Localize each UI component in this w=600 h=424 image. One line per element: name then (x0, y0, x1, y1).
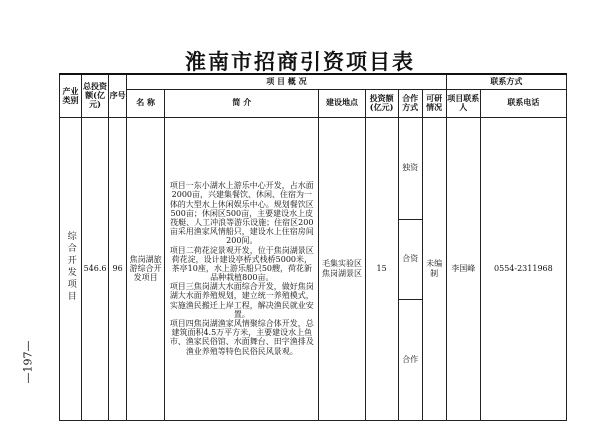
cell-location: 毛集实验区焦岗湖景区 (319, 117, 365, 420)
cell-feasibility: 未编制 (422, 117, 446, 420)
cell-contact-person: 李国峰 (446, 117, 480, 420)
cell-cooperation-partner: 合作 (398, 299, 422, 420)
cell-seq: 96 (109, 117, 127, 420)
cell-project-name: 焦岗湖旅游综合开发项目 (127, 117, 165, 420)
page-number: —197— (21, 340, 35, 384)
cell-industry: 综合开发项目 (60, 117, 82, 420)
header-industry: 产业类别 (60, 74, 82, 117)
intro-paragraph: 项目一东小湖水上游乐中心开发，占水面2000亩，兴建集餐饮、休闲、住宿为一体的大型水上休闲娱乐中心。规划餐饮区500亩；休闲区500亩，主要建设水上皮筏艇、人工冲浪等游乐设施；住宿区200亩采用渔家风情船只，建设水上住宿房间200间。 (169, 181, 314, 246)
intro-paragraph: 项目三焦岗湖大水面综合开发，做好焦岗湖大水面养殖规划，建立统一养殖模式，实施渔民搬迁上岸工程，解决渔民就业安置。 (169, 282, 314, 319)
header-name: 名 称 (127, 89, 165, 117)
header-investment: 投资额(亿元) (365, 89, 398, 117)
header-project-overview: 项 目 概 况 (127, 74, 447, 89)
intro-paragraph: 项目四焦岗湖渔家风情聚综合体开发，总建筑面积4.5万平方米，主要建设水上鱼市、渔家民俗馆、水面舞台、田字渔排及渔业养殖等特色民俗民风景观。 (169, 319, 314, 356)
header-contact-group: 联系方式 (446, 74, 566, 89)
header-total-investment: 总投资额(亿元) (82, 74, 109, 117)
cell-phone: 0554-2311968 (480, 117, 566, 420)
project-table (59, 73, 567, 421)
header-feasibility: 可研情况 (422, 89, 446, 117)
cell-project-intro (165, 117, 319, 420)
header-seq: 序号 (109, 74, 127, 117)
cell-investment: 15 (365, 117, 398, 420)
cell-cooperation-joint: 合资 (398, 219, 422, 299)
intro-paragraph: 项目二荷花淀景观开发，位于焦岗湖景区荷花淀，设计建设亭桥式栈桥5000米，茶亭10座，水上游乐船只50艘，荷花新品种栽植800亩。 (169, 245, 314, 283)
header-location: 建设地点 (319, 89, 365, 117)
header-intro: 简 介 (165, 89, 319, 117)
page-title: 淮南市招商引资项目表 (185, 49, 415, 74)
cell-total-investment: 546.6 (82, 117, 109, 420)
header-cooperation: 合作方式 (398, 89, 422, 117)
cell-cooperation-sole: 独资 (398, 117, 422, 219)
header-phone: 联系电话 (480, 89, 566, 117)
header-contact-person: 项目联系人 (446, 89, 480, 117)
